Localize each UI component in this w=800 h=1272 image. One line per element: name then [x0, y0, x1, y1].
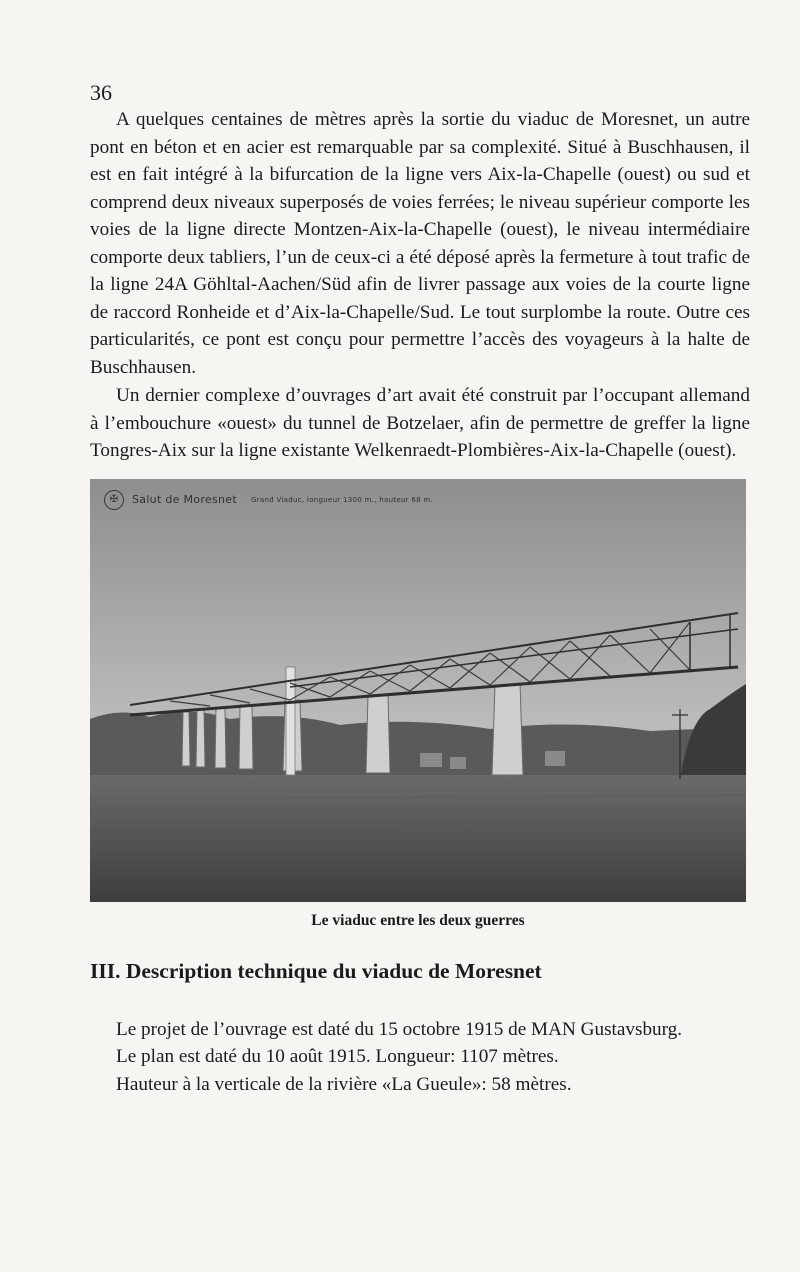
- paragraph-botzelaer: Un dernier complexe d’ouvrages d’art avait été construit par l’occupant allemand à l’embouchure «ouest» du tunnel de Botzelaer, afin de permettre de greffer la ligne Tongres-Aix sur la ligne existante Welkenraedt-Plombières-Aix-la-Chapelle (ouest).: [90, 385, 750, 461]
- postcard-title: Salut de Moresnet: [132, 493, 237, 506]
- postcard-subtitle: Grand Viaduc, longueur 1300 m., hauteur 68 m.: [250, 495, 434, 504]
- section-heading: III. Description technique du viaduc de Moresnet: [90, 958, 542, 983]
- postcard-caption: [104, 489, 433, 511]
- book-page: [90, 78, 750, 1098]
- crest-icon: ✠: [104, 490, 124, 510]
- paragraph-buschhausen: A quelques centaines de mètres après la sortie du viaduc de Moresnet, un autre pont en béton et en acier est remarquable par sa complexité. Situé à Buschhausen, il est en fait intégré à la bifurcation de la ligne vers Aix-la-Chapelle (ouest) ou sud et comprend deux niveaux superposés de voies ferrées; le niveau supérieur comporte les voies de la ligne directe Montzen-Aix-la-Chapelle (ouest), le niveau intermédiaire comporte deux tabliers, l’un de ceux-ci a été déposé après la fermeture à tout trafic de la ligne 24A Göhltal-Aachen/Süd afin de livrer passage aux voies de la courte ligne de raccord Ronheide et d’Aix-la-Chapelle/Sud. Le tout surplombe la route. Outre ces particularités, ce pont est conçu pour permettre l’accès des voyageurs à la halte de Buschhausen.: [90, 109, 750, 378]
- figure-viaduct: [90, 479, 746, 932]
- figure-caption: Le viaduc entre les deux guerres: [311, 911, 525, 929]
- line-height: Hauteur à la verticale de la rivière «La Gueule»: 58 mètres.: [116, 1073, 572, 1095]
- technical-specs: [90, 1016, 750, 1099]
- page-number: 36: [90, 80, 112, 105]
- viaduct-illustration: [90, 479, 746, 902]
- line-plan-length: Le plan est daté du 10 août 1915. Longueur: 1107 mètres.: [116, 1046, 559, 1067]
- viaduct-photo: [90, 479, 746, 902]
- paragraph-project-date: Le projet de l’ouvrage est daté du 15 octobre 1915 de MAN Gustavsburg.: [116, 1018, 683, 1040]
